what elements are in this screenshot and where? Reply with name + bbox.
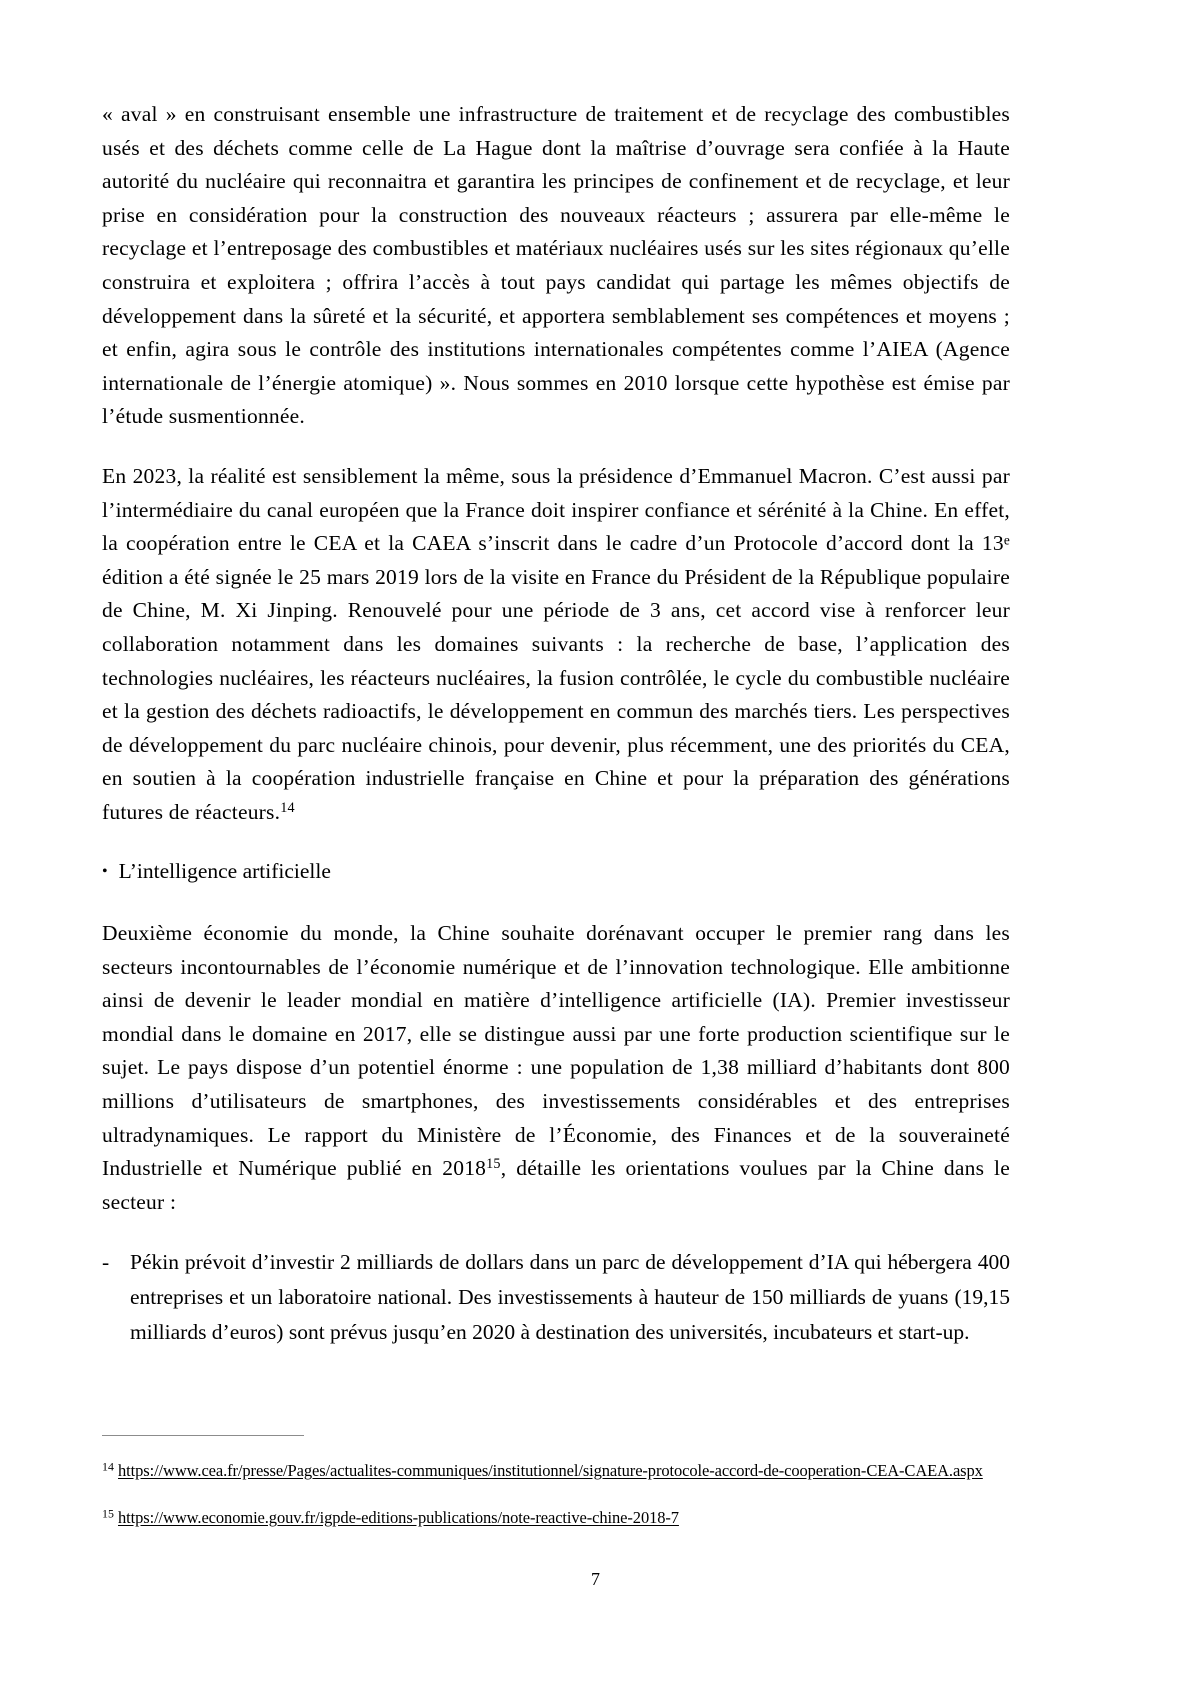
dash-list: [102, 1245, 1010, 1350]
bullet-heading-label: L’intelligence artificielle: [118, 859, 331, 884]
dash-marker-icon: -: [102, 1250, 110, 1275]
paragraph-cea-caea-text-part-2: édition a été signée le 25 mars 2019 lors de la visite en France du Président de la République populaire de Chine, M. Xi Jinping. Renouvelé pour une période de 3 ans, cet accord vise à renforcer leur collaboration notamment dans les domaines suivants : la recherche de base, l’application des technologies nucléaires, les réacteurs nucléaires, la fusion contrôlée, le cycle du combustible nucléaire et la gestion des déchets radioactifs, le développement en commun des marchés tiers. Les perspectives de développement du parc nucléaire chinois, pour devenir, plus récemment, une des priorités du CEA, en soutien à la coopération industrielle française en Chine et pour la préparation des générations futures de réacteurs.: [102, 564, 1010, 824]
footnote-area: [102, 1435, 1010, 1552]
ordinal-suffix-13e: e: [1003, 532, 1010, 548]
bullet-dot-icon: •: [102, 863, 108, 881]
footnote-reference-15[interactable]: 15: [486, 1156, 501, 1173]
page-body: [102, 98, 1010, 1350]
footnote-14-link[interactable]: https://www.cea.fr/presse/Pages/actualites-communiques/institutionnel/signature-protocole-accord-de-cooperation-CEA-CAEA.aspx: [118, 1461, 983, 1480]
footnote-15: [102, 1505, 1010, 1530]
paragraph-ia-chine-text-part-1: Deuxième économie du monde, la Chine souhaite dorénavant occuper le premier rang dans les secteurs incontournables de l’économie numérique et de l’innovation technologique. Elle ambitionne ainsi de devenir le leader mondial en matière d’intelligence artificielle (IA). Premier investisseur mondial dans le domaine en 2017, elle se distingue aussi par une forte production scientifique sur le sujet. Le pays dispose d’un potentiel énorme : une population de 1,38 milliard d’habitants dont 800 millions d’utilisateurs de smartphones, des investissements considérables et des entreprises ultradynamiques. Le rapport du Ministère de l’Économie, des Finances et de la souveraineté Industrielle et Numérique publié en 2018: [102, 921, 1010, 1181]
paragraph-ia-chine-text-part-2: , détaille les orientations voulues par la Chine dans le secteur :: [102, 1156, 1010, 1214]
footnote-14: [102, 1458, 1010, 1483]
footnote-15-number: 15: [102, 1506, 114, 1521]
footnote-15-link[interactable]: https://www.economie.gouv.fr/igpde-editions-publications/note-reactive-chine-2018-7: [118, 1508, 679, 1527]
paragraph-aval-text: « aval » en construisant ensemble une infrastructure de traitement et de recyclage des combustibles usés et des déchets comme celle de La Hague dont la maîtrise d’ouvrage sera confiée à la Haute autorité du nucléaire qui reconnaitra et garantira les principes de confinement et de recyclage, et leur prise en considération pour la construction des nouveaux réacteurs ; assurera par elle-même le recyclage et l’entreposage des combustibles et matériaux nucléaires usés sur les sites régionaux qu’elle construira et exploitera ; offrira l’accès à tout pays candidat qui partage les mêmes objectifs de développement dans la sûreté et la sécurité, et apportera semblablement ses compétences et moyens ; et enfin, agira sous le contrôle des institutions internationales compétentes comme l’AIEA (Agence internationale de l’énergie atomique) ». Nous sommes en 2010 lorsque cette hypothèse est émise par l’étude susmentionnée.: [102, 102, 1010, 429]
footnote-14-number: 14: [102, 1459, 114, 1474]
bullet-heading-intelligence-artificielle: [102, 855, 1010, 889]
paragraph-cea-caea: [102, 460, 1010, 830]
paragraph-ia-chine: [102, 917, 1010, 1219]
list-item-text: Pékin prévoit d’investir 2 milliards de dollars dans un parc de développement d’IA qui hébergera 400 entreprises et un laboratoire national. Des investissements à hauteur de 150 milliards de yuans (19,15 milliards d’euros) sont prévus jusqu’en 2020 à destination des universités, incubateurs et start-up.: [130, 1250, 1010, 1345]
page-number: 7: [591, 1569, 600, 1589]
paragraph-cea-caea-text-part-1: En 2023, la réalité est sensiblement la même, sous la présidence d’Emmanuel Macron. C’est aussi par l’intermédiaire du canal européen que la France doit inspirer confiance et sérénité à la Chine. En effet, la coopération entre le CEA et la CAEA s’inscrit dans le cadre d’un Protocole d’accord dont la 13: [102, 463, 1010, 556]
footnote-separator-rule: [102, 1435, 304, 1436]
list-item: [102, 1245, 1010, 1350]
paragraph-aval: [102, 98, 1010, 434]
footnote-reference-14[interactable]: 14: [280, 799, 295, 816]
